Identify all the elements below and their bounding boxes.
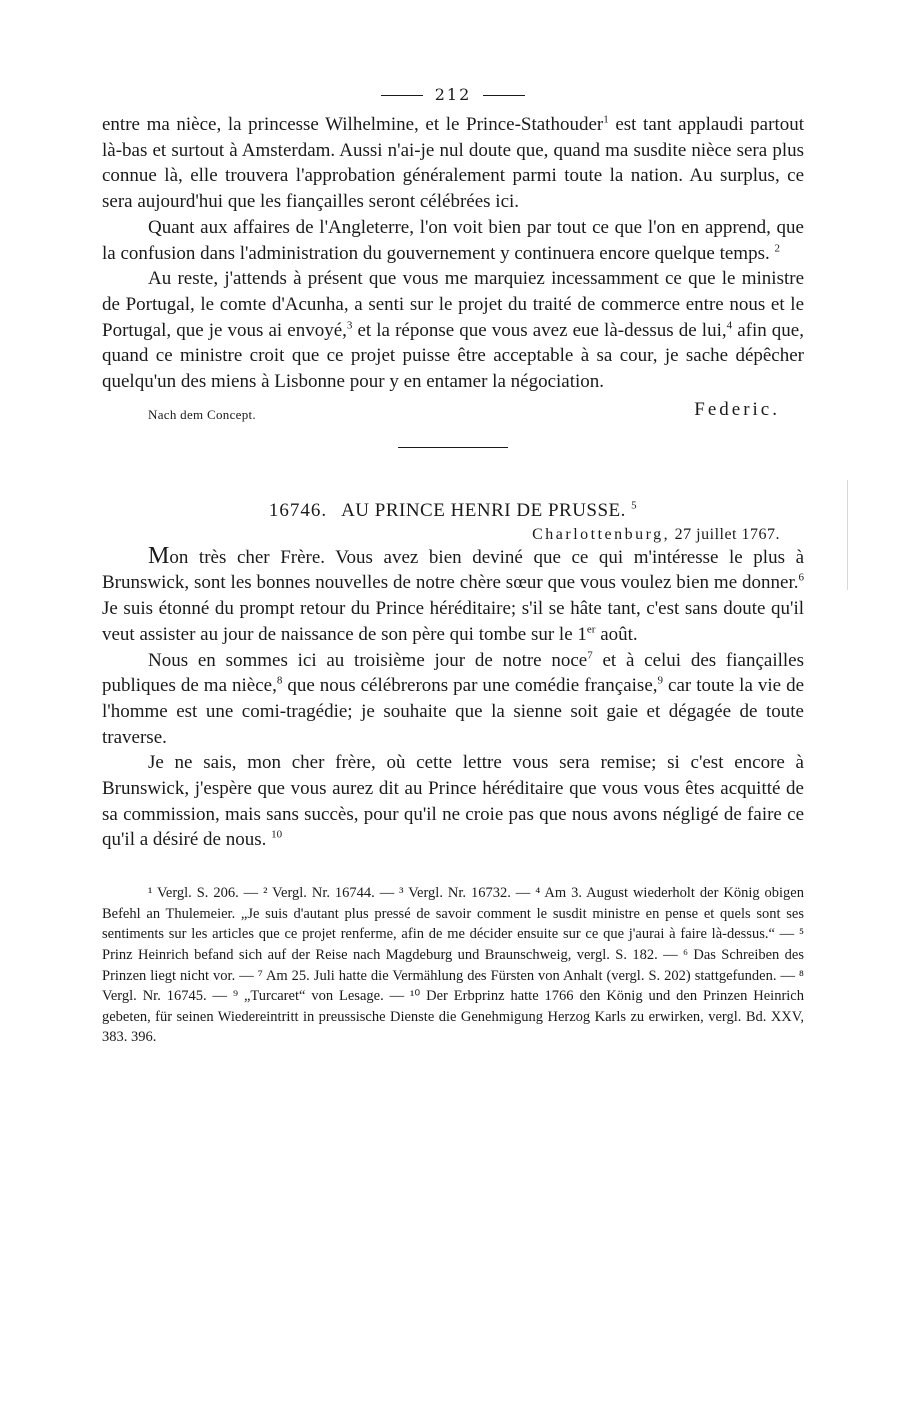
footnote-ref[interactable]: 6 bbox=[798, 572, 804, 585]
dateline-place: Charlottenburg, bbox=[532, 525, 671, 543]
footnotes-text: ¹ Vergl. S. 206. — ² Vergl. Nr. 16744. — ³ Vergl. Nr. 16732. — ⁴ Am 3. August wiederholt der König obigen Befehl an Thulemeier. „Je suis d'autant plus pressé de savoir comment le susdit ministre en pense et quels sont ses sentiments sur les articles que ce projet renferme, afin de me décider ensuite sur ce que j'aurai à faire là-dessus.“ — ⁵ Prinz Heinrich befand sich auf der Reise nach Magdeburg und Braunschweig, vergl. S. 182. — ⁶ Das Schreiben des Prinzen liegt nicht vor. — ⁷ Am 25. Juli hatte die Vermählung des Fürsten von Anhalt (vergl. S. 202) stattgefunden. — ⁸ Vergl. Nr. 16745. — ⁹ „Turcaret“ von Lesage. — ¹⁰ Der Erbprinz hatte 1766 den König und den Prinzen Heinrich gebeten, für seinen Wiedereintritt in preussische Dienste die Genehmigung Herzog Karls zu erwirken, vergl. Bd. XXV, 383. 396. bbox=[102, 885, 804, 1046]
footnote-ref[interactable]: 4 bbox=[726, 319, 733, 332]
text-run: Au reste, j'attends à présent que vous me marquiez incessamment ce que le ministre de Portugal, le comte d'Acunha, a senti sur le projet du traité de commerce entre nous et le Portugal, que je vous ai envoyé, bbox=[102, 268, 804, 341]
ordinal-superscript: er bbox=[586, 623, 596, 636]
footnote-ref[interactable]: 1 bbox=[603, 113, 609, 126]
text-run: Nous en sommes ici au troisième jour de notre noce bbox=[148, 649, 588, 671]
salutation-initial: M bbox=[148, 542, 170, 569]
text-run: et la réponse que vous avez eue là-dessus de lui, bbox=[352, 319, 727, 341]
text-run: on très cher Frère. Vous avez bien deviné que ce qui m'intéresse le plus à Brunswick, sont les bonnes nouvelles de notre chère sœur que vous voulez bien me donner. bbox=[102, 546, 804, 594]
head-rule-left bbox=[381, 95, 423, 96]
text-run: car toute la vie de l'homme est une comi-tragédie; je souhaite que la sienne soit gaie et dégagée de toute traverse. bbox=[102, 675, 805, 748]
text-run: août. bbox=[595, 623, 638, 645]
letter-number: 16746. bbox=[268, 499, 328, 521]
dateline-date: 27 juillet 1767. bbox=[674, 525, 780, 543]
dateline bbox=[102, 526, 804, 544]
footnote-ref[interactable]: 9 bbox=[657, 674, 664, 687]
text-run: entre ma nièce, la princesse Wilhelmine, et le Prince-Stathouder bbox=[102, 114, 604, 135]
letter-paragraph-1 bbox=[102, 544, 804, 648]
text-run: afin que, quand ce ministre croit que ce projet puisse être acceptable à sa cour, je sache dépêcher quelqu'un des miens à Lisbonne pour y en entamer la négociation. bbox=[102, 319, 804, 393]
footnotes bbox=[102, 883, 804, 1048]
letter-title: AU PRINCE HENRI DE PRUSSE. bbox=[341, 499, 626, 521]
text-run: que nous célébrerons par une comédie française, bbox=[282, 675, 658, 697]
letter-paragraph-3 bbox=[102, 750, 804, 853]
page-number: 212 bbox=[434, 85, 472, 104]
continuation-paragraph-1 bbox=[102, 112, 804, 215]
section-separator bbox=[398, 447, 508, 448]
letter-paragraph-2 bbox=[102, 648, 804, 751]
footnote-ref[interactable]: 5 bbox=[631, 499, 638, 512]
footnote-ref[interactable]: 7 bbox=[587, 649, 593, 662]
continuation-paragraph-2 bbox=[102, 215, 804, 266]
footnote-ref[interactable]: 10 bbox=[271, 829, 283, 842]
footnote-ref[interactable]: 8 bbox=[276, 674, 283, 687]
text-run: est tant applaudi partout là-bas et surtout à Amsterdam. Aussi n'ai-je nul doute que, quand ma susdite nièce sera plus connue là, elle trouvera l'approbation généralement parmi toute la nation. Au surplus, ce sera aujourd'hui que les fiançailles seront célébrées ici. bbox=[102, 114, 804, 213]
text-run: Je suis étonné du prompt retour du Prince héréditaire; s'il se hâte tant, c'est sans doute qu'il veut assister au jour de naissance de son père qui tombe sur le 1 bbox=[102, 598, 804, 645]
book-page bbox=[102, 82, 804, 1048]
footnote-ref[interactable]: 3 bbox=[346, 319, 353, 332]
letter-heading bbox=[102, 500, 804, 522]
signature: Federic. bbox=[694, 398, 780, 420]
continuation-paragraph-3 bbox=[102, 266, 804, 395]
text-run: Quant aux affaires de l'Angleterre, l'on voit bien par tout ce que l'on en apprend, que la confusion dans l'administration du gouvernement y continuera encore quelque temps. bbox=[102, 216, 804, 264]
source-note: Nach dem Concept. bbox=[148, 406, 256, 422]
footnote-ref[interactable]: 2 bbox=[774, 242, 780, 255]
closing-row bbox=[102, 395, 804, 427]
text-run: et à celui des fiançailles publiques de ma nièce, bbox=[102, 649, 804, 697]
running-head bbox=[102, 82, 804, 108]
head-rule-right bbox=[483, 95, 525, 96]
scan-edge-shadow bbox=[847, 480, 848, 590]
text-run: Je ne sais, mon cher frère, où cette lettre vous sera remise; si c'est encore à Brunswick, j'espère que vous aurez dit au Prince héréditaire que vous vous êtes acquitté de sa commission, mais sans succès, pour qu'il ne croie pas que nous avons négligé de faire ce qu'il a désiré de nous. bbox=[102, 752, 804, 851]
